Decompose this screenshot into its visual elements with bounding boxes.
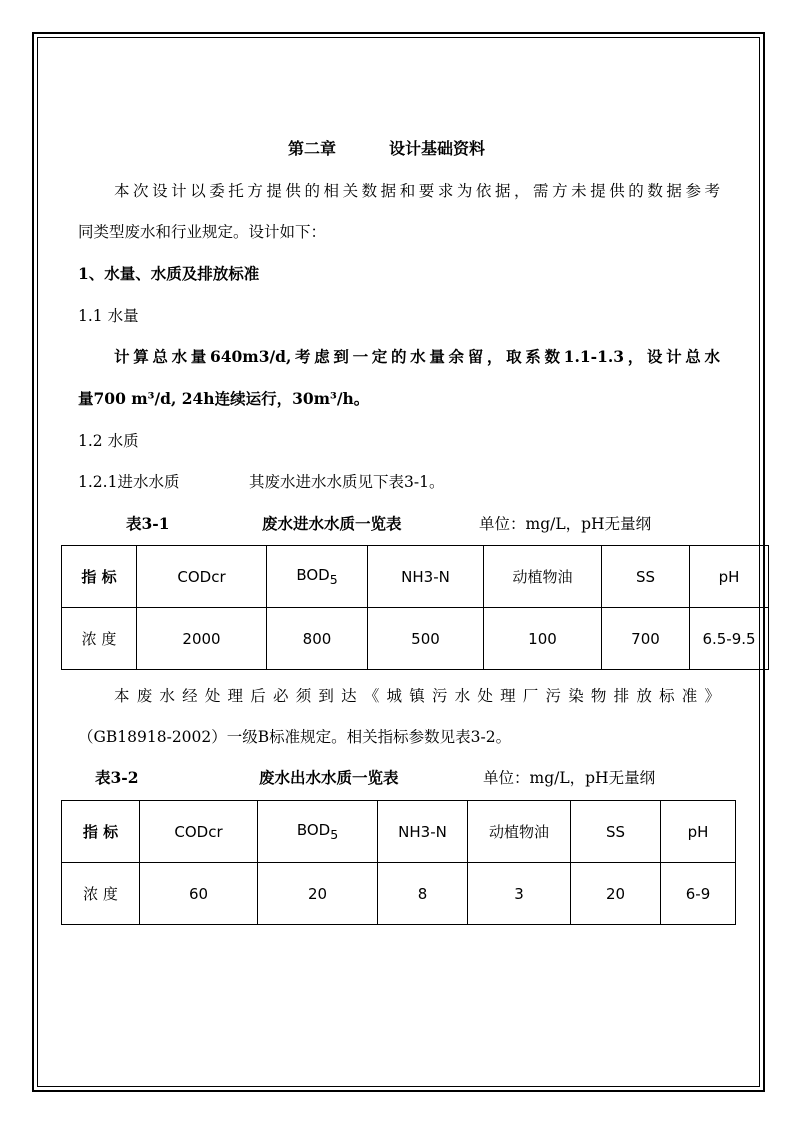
intro-line-2: 同类型废水和行业规定。设计如下： <box>78 223 327 241</box>
value-codcr: 60 <box>140 863 258 925</box>
table1-unit: 单位：mg/L，pH无量纲 <box>479 515 652 533</box>
table1-label: 表3-1 <box>126 514 170 533</box>
row-value-label: 浓 度 <box>62 863 140 925</box>
section-1-2-1-heading: 1.2.1进水水质 <box>78 473 180 491</box>
col-header-bod5: $BOD_5$ <box>258 801 378 863</box>
value-ss: 20 <box>571 863 661 925</box>
standard-line-2: （GB18918-2002）一级B标准规定。相关指标参数见表3-2。 <box>78 728 512 746</box>
chapter-number: 第二章 <box>288 139 337 158</box>
row-value-label: 浓 度 <box>62 608 137 670</box>
section-1-2-heading: 1.2 水质 <box>78 432 139 450</box>
col-header-codcr: CODcr <box>140 801 258 863</box>
col-header-ss: SS <box>602 546 690 608</box>
col-header-nh3n: NH3-N <box>378 801 468 863</box>
col-header-codcr: CODcr <box>137 546 267 608</box>
col-header-bod5: $BOD_5$ <box>267 546 368 608</box>
col-header-ph: pH <box>661 801 736 863</box>
chapter-title: 设计基础资料 <box>389 139 486 158</box>
water-volume-line-2: 量700 m³/d, 24h连续运行，30m³/h。 <box>78 389 370 408</box>
table-header-row <box>62 546 769 608</box>
table2-unit: 单位：mg/L，pH无量纲 <box>483 769 656 787</box>
value-ph: 6.5-9.5 <box>690 608 769 670</box>
section-1-1-heading: 1.1 水量 <box>78 307 139 325</box>
value-nh3n: 500 <box>368 608 484 670</box>
value-nh3n: 8 <box>378 863 468 925</box>
intro-line-1: 本次设计以委托方提供的相关数据和要求为依据，需方未提供的数据参考 <box>114 182 720 200</box>
value-codcr: 2000 <box>137 608 267 670</box>
value-bod5: 800 <box>267 608 368 670</box>
table2-label: 表3-2 <box>95 768 139 787</box>
col-header-oil: 动植物油 <box>468 801 571 863</box>
table1-title: 废水进水水质一览表 <box>262 514 402 533</box>
table-row <box>62 608 769 670</box>
section-1-2-1-text: 其废水进水水质见下表3-1。 <box>249 473 445 491</box>
value-ss: 700 <box>602 608 690 670</box>
col-header-nh3n: NH3-N <box>368 546 484 608</box>
col-header-oil: 动植物油 <box>484 546 602 608</box>
value-ph: 6-9 <box>661 863 736 925</box>
table2-title: 废水出水水质一览表 <box>259 768 399 787</box>
section-1-heading: 1、水量、水质及排放标准 <box>78 264 260 283</box>
table-row <box>62 863 736 925</box>
table-header-row <box>62 801 736 863</box>
value-bod5: 20 <box>258 863 378 925</box>
row-header-cell: 指 标 <box>62 801 140 863</box>
standard-line-1: 本废水经处理后必须到达《城镇污水处理厂污染物排放标准》 <box>114 687 720 705</box>
influent-quality-table <box>61 545 769 670</box>
value-oil: 3 <box>468 863 571 925</box>
value-oil: 100 <box>484 608 602 670</box>
col-header-ph: pH <box>690 546 769 608</box>
row-header-cell: 指 标 <box>62 546 137 608</box>
effluent-quality-table <box>61 800 736 925</box>
col-header-ss: SS <box>571 801 661 863</box>
water-volume-line-1: 计算总水量640m3/d,考虑到一定的水量余留，取系数1.1-1.3，设计总水 <box>114 347 720 366</box>
